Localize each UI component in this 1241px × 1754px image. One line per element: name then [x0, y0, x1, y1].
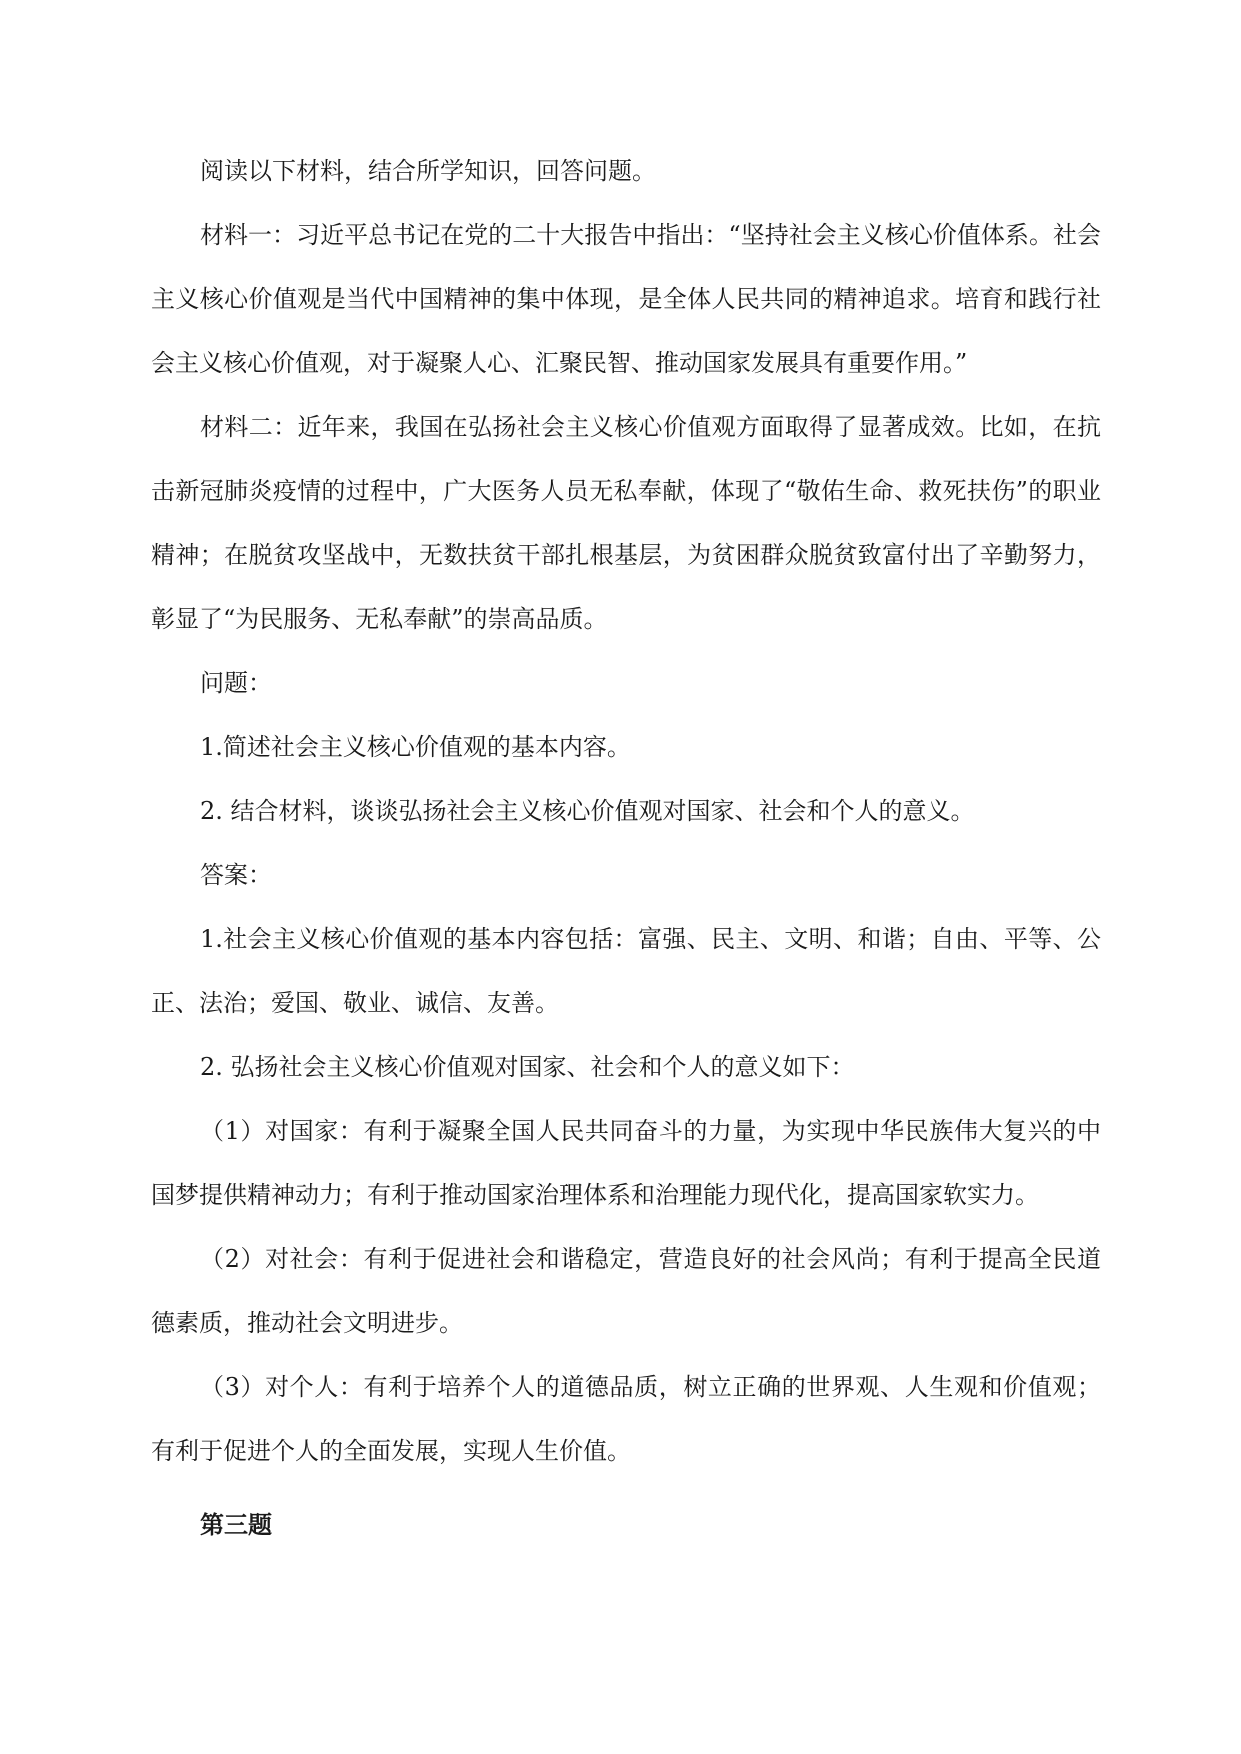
question-label: 问题： — [200, 669, 272, 697]
answer-one: 1.社会主义核心价值观的基本内容包括：富强、民主、文明、和谐；自由、平等、公正、法治；爱国、敬业、诚信、友善。 — [151, 925, 1101, 1017]
material-one-paragraph: 材料一：习近平总书记在党的二十大报告中指出：“坚持社会主义核心价值体系。社会主义核心价值观是当代中国精神的集中体现，是全体人民共同的精神追求。培育和践行社会主义核心价值观，对于凝聚人心、汇聚民智、推动国家发展具有重要作用。” — [151, 221, 1101, 377]
answer-label: 答案： — [200, 861, 272, 889]
instruction-paragraph: 阅读以下材料，结合所学知识，回答问题。 — [200, 157, 656, 185]
answer-two-individual: （3）对个人：有利于培养个人的道德品质，树立正确的世界观、人生观和价值观；有利于促进个人的全面发展，实现人生价值。 — [151, 1373, 1101, 1465]
material-two-paragraph: 材料二：近年来，我国在弘扬社会主义核心价值观方面取得了显著成效。比如，在抗击新冠肺炎疫情的过程中，广大医务人员无私奉献，体现了“敬佑生命、救死扶伤”的职业精神；在脱贫攻坚战中，无数扶贫干部扎根基层，为贫困群众脱贫致富付出了辛勤努力，彰显了“为民服务、无私奉献”的崇高品质。 — [151, 413, 1101, 633]
answer-two-intro: 2. 弘扬社会主义核心价值观对国家、社会和个人的意义如下： — [200, 1053, 855, 1081]
answer-two-society: （2）对社会：有利于促进社会和谐稳定，营造良好的社会风尚；有利于提高全民道德素质，推动社会文明进步。 — [151, 1245, 1101, 1337]
document-body — [151, 139, 1101, 1557]
section-heading: 第三题 — [200, 1511, 272, 1539]
question-one: 1.简述社会主义核心价值观的基本内容。 — [200, 733, 631, 761]
question-two: 2. 结合材料，谈谈弘扬社会主义核心价值观对国家、社会和个人的意义。 — [200, 797, 975, 825]
answer-two-country: （1）对国家：有利于凝聚全国人民共同奋斗的力量，为实现中华民族伟大复兴的中国梦提供精神动力；有利于推动国家治理体系和治理能力现代化，提高国家软实力。 — [151, 1117, 1101, 1209]
